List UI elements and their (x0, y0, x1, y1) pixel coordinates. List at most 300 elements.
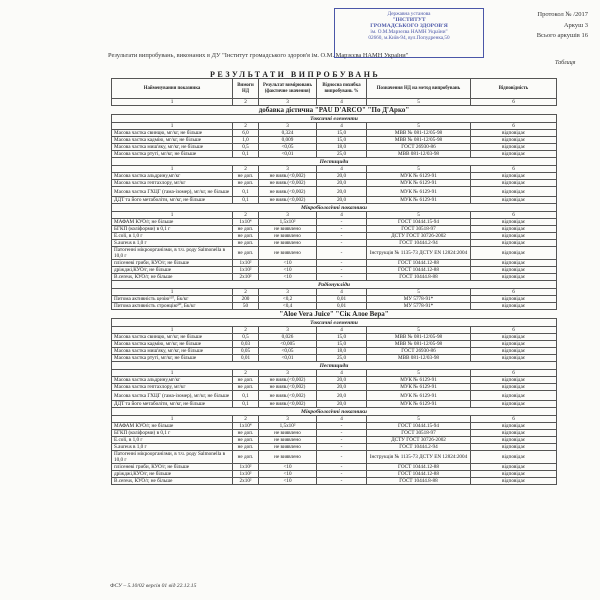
cell-method: МУК № 6129-91 (367, 173, 471, 180)
cell-method: МУК № 6129-91 (367, 391, 471, 401)
cell-compliance: відповідає (471, 437, 557, 444)
section-number-row (112, 370, 557, 377)
cell-requirement: не доп. (233, 437, 259, 444)
cell-compliance: відповідає (471, 180, 557, 187)
cell-error: 25,0 (317, 151, 367, 158)
table-row (112, 464, 557, 471)
cell-result: <10 (259, 267, 317, 274)
cell-compliance: відповідає (471, 430, 557, 437)
cell-method: ГОСТ 10444.15-94 (367, 219, 471, 226)
cell-compliance: відповідає (471, 274, 557, 281)
cell-error: 15,0 (317, 137, 367, 144)
cell-requirement: не доп. (233, 384, 259, 391)
table-row (112, 187, 557, 197)
cell-indicator: дріжджі,КУО/г, не більше (112, 471, 233, 478)
column-number: 5 (367, 370, 471, 377)
section-title: Пестициди (112, 158, 557, 166)
table-row (112, 240, 557, 247)
cell-requirement: не доп. (233, 180, 259, 187)
cell-method: ГОСТ 30518-97 (367, 430, 471, 437)
cell-method: ГОСТ 10444.8-88 (367, 274, 471, 281)
cell-error: - (317, 464, 367, 471)
cell-result: 1,5x10² (259, 219, 317, 226)
column-number: 1 (112, 289, 233, 296)
column-number: 2 (233, 212, 259, 219)
cell-indicator: Масова частка альдрину,мг/кг (112, 173, 233, 180)
header-compliance: Відповідність (471, 79, 557, 99)
cell-error: - (317, 240, 367, 247)
cell-result: не вияв.(<0,002) (259, 180, 317, 187)
cell-compliance: відповідає (471, 334, 557, 341)
column-number: 5 (367, 166, 471, 173)
cell-indicator: Масова частка гептахлору, мг/кг (112, 180, 233, 187)
column-number: 2 (233, 370, 259, 377)
table-row (112, 144, 557, 151)
section-title-row (112, 158, 557, 166)
section-title: Радіонукліди (112, 281, 557, 289)
cell-indicator: Патогенні мікроорганізми, в т.ч. роду Salmonella в 10,0 г (112, 247, 233, 260)
column-number: 6 (471, 327, 557, 334)
cell-error: - (317, 423, 367, 430)
cell-indicator: S.aureus в 1,0 г (112, 240, 233, 247)
cell-result: <0,01 (259, 151, 317, 158)
cell-method: МВВ 081-12/03-98 (367, 355, 471, 362)
results-body (112, 99, 557, 485)
cell-requirement: 1x10⁴ (233, 219, 259, 226)
column-number: 3 (259, 166, 317, 173)
table-row (112, 423, 557, 430)
table-header-row (112, 79, 557, 99)
cell-indicator: МАФАМ КУО/г, не більше (112, 423, 233, 430)
cell-result: 0,026 (259, 334, 317, 341)
cell-method: ГОСТ 10444.2-94 (367, 240, 471, 247)
cell-error: - (317, 247, 367, 260)
cell-method: МУК № 6129-91 (367, 197, 471, 204)
column-number: 1 (112, 99, 233, 106)
table-row (112, 377, 557, 384)
cell-compliance: відповідає (471, 130, 557, 137)
cell-result: <0,01 (259, 355, 317, 362)
cell-error: - (317, 274, 367, 281)
column-number: 4 (317, 166, 367, 173)
cell-indicator: E.coli, в 1,0 г (112, 437, 233, 444)
column-number: 6 (471, 99, 557, 106)
cell-method: МВВ № 081-12/05-98 (367, 130, 471, 137)
cell-result: не вияв.(<0,002) (259, 377, 317, 384)
cell-indicator: E.coli, в 1,0 г (112, 233, 233, 240)
column-number: 1 (112, 123, 233, 130)
cell-requirement: 0,5 (233, 144, 259, 151)
column-number-row (112, 99, 557, 106)
column-number: 5 (367, 99, 471, 106)
cell-result: не вияв.(<0,002) (259, 187, 317, 197)
section-number-row (112, 166, 557, 173)
product-title-row (112, 106, 557, 115)
cell-method: ДСТУ ГОСТ 30726-2002 (367, 233, 471, 240)
cell-requirement: не доп. (233, 247, 259, 260)
table-row (112, 247, 557, 260)
cell-requirement: не доп. (233, 233, 259, 240)
table-row (112, 384, 557, 391)
cell-indicator: Масова частка кадмію, мг/кг, не більше (112, 137, 233, 144)
column-number: 3 (259, 99, 317, 106)
cell-method: ДСТУ ГОСТ 30726-2002 (367, 437, 471, 444)
cell-indicator: плісеневі гриби, КУО/г, не більше (112, 260, 233, 267)
header-result: Результат вимірювань (фактичне значення) (259, 79, 317, 99)
cell-compliance: відповідає (471, 471, 557, 478)
cell-compliance: відповідає (471, 355, 557, 362)
cell-requirement: 50 (233, 303, 259, 310)
cell-requirement: 0,1 (233, 151, 259, 158)
column-number: 6 (471, 370, 557, 377)
cell-error: 0,01 (317, 303, 367, 310)
section-number-row (112, 416, 557, 423)
section-title-row (112, 362, 557, 370)
cell-error: - (317, 451, 367, 464)
document-title: РЕЗУЛЬТАТИ ВИПРОБУВАНЬ (210, 70, 381, 79)
table-row (112, 430, 557, 437)
cell-method: ГОСТ 10444.12-88 (367, 464, 471, 471)
cell-compliance: відповідає (471, 348, 557, 355)
cell-requirement: не доп. (233, 430, 259, 437)
cell-result: <0,05 (259, 144, 317, 151)
cell-result: <0,2 (259, 296, 317, 303)
section-title: Мікробіологічні показники (112, 408, 557, 416)
cell-requirement: 0,03 (233, 341, 259, 348)
cell-method: МВВ № 081-12/05-98 (367, 137, 471, 144)
cell-result: не виявлено (259, 247, 317, 260)
cell-compliance: відповідає (471, 444, 557, 451)
section-number-row (112, 289, 557, 296)
cell-error: 18,0 (317, 144, 367, 151)
cell-requirement: 0,1 (233, 187, 259, 197)
table-row (112, 137, 557, 144)
table-row (112, 267, 557, 274)
table-row (112, 180, 557, 187)
cell-compliance: відповідає (471, 240, 557, 247)
column-number: 1 (112, 166, 233, 173)
column-number: 6 (471, 123, 557, 130)
cell-method: МУ 5778-91* (367, 296, 471, 303)
section-title: Токсичні елементи (112, 115, 557, 123)
cell-error: - (317, 478, 367, 485)
cell-method: ГОСТ 26930-86 (367, 144, 471, 151)
table-row (112, 348, 557, 355)
cell-method: Інструкція № 1135-73 ДСТУ EN 12824:2004 (367, 451, 471, 464)
table-row (112, 471, 557, 478)
cell-requirement: не доп. (233, 444, 259, 451)
cell-error: 18,0 (317, 348, 367, 355)
cell-method: МУК № 6129-91 (367, 180, 471, 187)
column-number: 2 (233, 416, 259, 423)
column-number: 4 (317, 327, 367, 334)
cell-indicator: Масова частка ртуті, мг/кг, не більше (112, 151, 233, 158)
cell-error: - (317, 430, 367, 437)
cell-compliance: відповідає (471, 478, 557, 485)
column-number: 2 (233, 289, 259, 296)
institution-stamp (334, 8, 484, 58)
table-row (112, 444, 557, 451)
table-row (112, 451, 557, 464)
cell-requirement: 1x10² (233, 471, 259, 478)
cell-result: <10 (259, 274, 317, 281)
stamp-line-1: Державна установа (387, 11, 431, 17)
cell-method: ГОСТ 10444.15-94 (367, 423, 471, 430)
cell-error: - (317, 267, 367, 274)
table-row (112, 341, 557, 348)
product-title-row (112, 310, 557, 319)
cell-requirement: 0,1 (233, 197, 259, 204)
column-number: 4 (317, 416, 367, 423)
sheet-number: Аркуш 3 (563, 21, 588, 29)
table-row (112, 151, 557, 158)
cell-compliance: відповідає (471, 464, 557, 471)
cell-error: - (317, 226, 367, 233)
cell-error: - (317, 437, 367, 444)
table-label: Таблиця (555, 60, 576, 66)
cell-method: ГОСТ 10444.12-88 (367, 260, 471, 267)
cell-requirement: 6,0 (233, 130, 259, 137)
column-number: 4 (317, 212, 367, 219)
cell-result: <0,4 (259, 303, 317, 310)
cell-method: ГОСТ 26930-86 (367, 348, 471, 355)
cell-compliance: відповідає (471, 451, 557, 464)
cell-error: 25,0 (317, 355, 367, 362)
protocol-info (478, 10, 588, 42)
product-title: "Aloe Vera Juice" "Сік Алое Вера" (112, 310, 557, 319)
cell-compliance: відповідає (471, 341, 557, 348)
cell-requirement: не доп. (233, 173, 259, 180)
cell-indicator: МАФАМ КУО/г, не більше (112, 219, 233, 226)
table-row (112, 130, 557, 137)
cell-error: 15,0 (317, 341, 367, 348)
stamp-line-3: ГРОМАДСЬКОГО ЗДОРОВ'Я (370, 23, 448, 29)
section-title-row (112, 319, 557, 327)
cell-result: <10 (259, 471, 317, 478)
cell-indicator: B.cereus, КУО/г, не більше (112, 274, 233, 281)
cell-compliance: відповідає (471, 233, 557, 240)
cell-indicator: дріжджі,КУО/г, не більше (112, 267, 233, 274)
cell-result: 1,5x10² (259, 423, 317, 430)
header-indicator: Найменування показника (112, 79, 233, 99)
cell-result: 0,009 (259, 137, 317, 144)
table-row (112, 478, 557, 485)
cell-error: - (317, 471, 367, 478)
cell-indicator: ДДТ та його метаболіти, мг/кг, не більше (112, 401, 233, 408)
column-number: 5 (367, 416, 471, 423)
column-number: 4 (317, 123, 367, 130)
cell-indicator: Питома активність цезію¹³⁷, Бк/кг (112, 296, 233, 303)
cell-result: <0,005 (259, 341, 317, 348)
cell-requirement: 1x10² (233, 260, 259, 267)
column-number: 1 (112, 212, 233, 219)
table-row (112, 334, 557, 341)
section-title: Пестициди (112, 362, 557, 370)
column-number: 3 (259, 416, 317, 423)
cell-compliance: відповідає (471, 173, 557, 180)
section-title: Токсичні елементи (112, 319, 557, 327)
cell-requirement: 0,1 (233, 401, 259, 408)
table-row (112, 173, 557, 180)
cell-requirement: не доп. (233, 451, 259, 464)
cell-method: МУК № 6129-91 (367, 187, 471, 197)
cell-error: - (317, 260, 367, 267)
cell-method: МВВ 081-12/03-98 (367, 151, 471, 158)
cell-compliance: відповідає (471, 391, 557, 401)
cell-error: - (317, 233, 367, 240)
cell-error: 20,0 (317, 401, 367, 408)
cell-result: не виявлено (259, 240, 317, 247)
table-row (112, 260, 557, 267)
cell-result: не виявлено (259, 233, 317, 240)
cell-method: ГОСТ 10444.12-88 (367, 471, 471, 478)
table-row (112, 391, 557, 401)
cell-requirement: не доп. (233, 226, 259, 233)
cell-requirement: 1,0 (233, 137, 259, 144)
column-number: 6 (471, 416, 557, 423)
cell-indicator: Патогенні мікроорганізми, в т.ч. роду Salmonella в 10,0 г (112, 451, 233, 464)
intro-text: Результати випробувань, виконаних в ДУ "Інститут громадського здоров'я ім. О.М. Марзєєва НАМН України" (108, 52, 409, 59)
column-number: 4 (317, 289, 367, 296)
cell-result: не виявлено (259, 226, 317, 233)
table-row (112, 197, 557, 204)
cell-error: 20,0 (317, 180, 367, 187)
cell-requirement: 0,1 (233, 391, 259, 401)
cell-result: не вияв.(<0,002) (259, 391, 317, 401)
cell-indicator: Масова частка кадмію, мг/кг, не більше (112, 341, 233, 348)
cell-compliance: відповідає (471, 144, 557, 151)
cell-error: 20,0 (317, 384, 367, 391)
table-row (112, 401, 557, 408)
column-number: 2 (233, 123, 259, 130)
cell-error: 20,0 (317, 377, 367, 384)
cell-compliance: відповідає (471, 187, 557, 197)
cell-requirement: 1x10² (233, 267, 259, 274)
cell-result: не вияв.(<0,002) (259, 384, 317, 391)
column-number: 2 (233, 166, 259, 173)
cell-indicator: плісеневі гриби, КУО/г, не більше (112, 464, 233, 471)
column-number: 2 (233, 327, 259, 334)
cell-requirement: 0,05 (233, 348, 259, 355)
cell-indicator: B.cereus, КУО/г, не більше (112, 478, 233, 485)
cell-method: ГОСТ 30518-97 (367, 226, 471, 233)
table-row (112, 226, 557, 233)
table-row (112, 355, 557, 362)
cell-requirement: 2x10² (233, 274, 259, 281)
column-number: 4 (317, 370, 367, 377)
cell-result: <10 (259, 464, 317, 471)
header-requirements: Вимоги НД (233, 79, 259, 99)
cell-compliance: відповідає (471, 296, 557, 303)
column-number: 5 (367, 289, 471, 296)
cell-compliance: відповідає (471, 303, 557, 310)
product-title: добавка дієтична "PAU D'ARCO" "По Д'Арко" (112, 106, 557, 115)
section-title-row (112, 281, 557, 289)
cell-requirement: 1x10⁴ (233, 423, 259, 430)
cell-error: 20,0 (317, 173, 367, 180)
cell-indicator: ДДТ та його метаболіти, мг/кг, не більше (112, 197, 233, 204)
cell-method: МВВ № 081-12/05-98 (367, 334, 471, 341)
cell-result: не виявлено (259, 444, 317, 451)
cell-indicator: S.aureus в 1,0 г (112, 444, 233, 451)
column-number: 3 (259, 289, 317, 296)
cell-error: 20,0 (317, 391, 367, 401)
stamp-line-4: ім. О.М.Марзєєва НАМН України" (370, 29, 448, 35)
column-number: 1 (112, 370, 233, 377)
section-title-row (112, 408, 557, 416)
cell-method: ГОСТ 10444.8-88 (367, 478, 471, 485)
table-row (112, 303, 557, 310)
cell-indicator: Масова частка ГХЦГ (гама-ізомер), мг/кг, не більше (112, 391, 233, 401)
table-row (112, 219, 557, 226)
header-error: Відносна похибка випробувань % (317, 79, 367, 99)
column-number: 6 (471, 166, 557, 173)
cell-requirement: 1x10² (233, 464, 259, 471)
cell-method: МУК № 6129-91 (367, 377, 471, 384)
cell-compliance: відповідає (471, 137, 557, 144)
cell-compliance: відповідає (471, 384, 557, 391)
cell-compliance: відповідає (471, 219, 557, 226)
cell-indicator: Масова частка свинцю, мг/кг, не більше (112, 334, 233, 341)
column-number: 3 (259, 327, 317, 334)
cell-method: Інструкція № 1135-73 ДСТУ EN 12824:2004 (367, 247, 471, 260)
table-row (112, 233, 557, 240)
cell-requirement: не доп. (233, 377, 259, 384)
stamp-line-2: "ІНСТИТУТ (392, 17, 426, 23)
column-number: 1 (112, 416, 233, 423)
cell-result: не виявлено (259, 430, 317, 437)
cell-requirement: 200 (233, 296, 259, 303)
column-number: 3 (259, 370, 317, 377)
column-number: 3 (259, 123, 317, 130)
cell-error: 20,0 (317, 197, 367, 204)
cell-result: не вияв.(<0,002) (259, 197, 317, 204)
column-number: 6 (471, 212, 557, 219)
cell-method: МУК № 6129-91 (367, 401, 471, 408)
cell-compliance: відповідає (471, 377, 557, 384)
section-number-row (112, 123, 557, 130)
cell-error: - (317, 219, 367, 226)
cell-compliance: відповідає (471, 401, 557, 408)
cell-error: 15,0 (317, 334, 367, 341)
cell-compliance: відповідає (471, 423, 557, 430)
cell-requirement: 0,01 (233, 355, 259, 362)
section-title-row (112, 204, 557, 212)
cell-indicator: Масова частка миш'яку, мг/кг, не більше (112, 144, 233, 151)
cell-error: - (317, 444, 367, 451)
stamp-line-5: 02660, м.Київ-94, вул.Попудренка,50 (368, 35, 450, 41)
table-row (112, 437, 557, 444)
column-number: 4 (317, 99, 367, 106)
cell-indicator: Масова частка гептахлору, мг/кг (112, 384, 233, 391)
cell-indicator: Масова частка альдрину,мг/кг (112, 377, 233, 384)
column-number: 2 (233, 99, 259, 106)
column-number: 5 (367, 212, 471, 219)
cell-result: не вияв.(<0,002) (259, 173, 317, 180)
section-number-row (112, 212, 557, 219)
section-title-row (112, 115, 557, 123)
cell-error: 0,01 (317, 296, 367, 303)
cell-indicator: Питома активність стронцію⁹⁰, Бк/кг (112, 303, 233, 310)
column-number: 5 (367, 327, 471, 334)
section-number-row (112, 327, 557, 334)
cell-result: 0,324 (259, 130, 317, 137)
total-sheets: Всього аркушів 16 (536, 32, 588, 39)
cell-requirement: не доп. (233, 240, 259, 247)
cell-result: не вияв.(<0,002) (259, 401, 317, 408)
cell-indicator: Масова частка ГХЦГ (гама-ізомер), мг/кг, не більше (112, 187, 233, 197)
header-method: Позначення НД на метод випробувань (367, 79, 471, 99)
